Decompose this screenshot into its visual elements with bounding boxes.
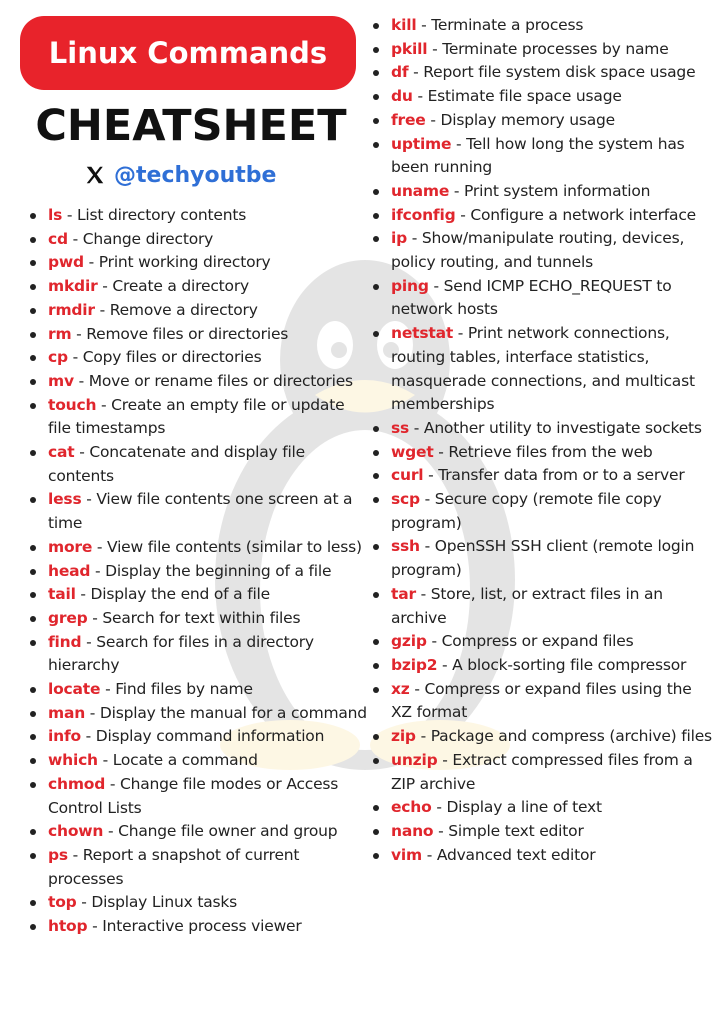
command-description: - OpenSSH SSH client (remote login program) (391, 537, 695, 580)
command-name: kill (391, 16, 417, 34)
command-name: mv (48, 371, 74, 390)
command-description: - Change file modes or Access Control Lists (48, 774, 339, 817)
command-item (373, 227, 715, 274)
command-description: - Store, list, or extract files in an archive (391, 584, 663, 627)
command-description: - Remove files or directories (71, 324, 289, 343)
command-item (373, 322, 715, 417)
command-description: - Remove a directory (94, 300, 258, 319)
command-name: touch (48, 395, 97, 414)
command-name: unzip (391, 750, 438, 769)
handle-text: @techyoutbe (114, 162, 277, 188)
page-title: Linux Commands (48, 36, 328, 70)
command-item (373, 441, 715, 465)
command-name: gzip (391, 632, 427, 651)
command-name: bzip2 (391, 655, 438, 674)
command-item (30, 299, 370, 323)
command-item (373, 820, 715, 844)
command-description: - Find files by name (100, 680, 253, 699)
command-name: cp (48, 348, 68, 367)
command-description: - View file contents one screen at a time (48, 490, 353, 533)
command-item (30, 702, 370, 726)
command-item (373, 38, 715, 62)
command-item (373, 583, 715, 630)
command-name: netstat (391, 324, 454, 343)
command-item (30, 394, 370, 441)
command-item (373, 796, 715, 820)
command-description: - Change directory (67, 229, 214, 248)
command-name: pkill (391, 39, 428, 58)
command-item (30, 560, 370, 584)
command-description: - Report file system disk space usage (408, 63, 696, 82)
command-item (30, 583, 370, 607)
command-description: - Extract compressed files from a ZIP archive (391, 750, 693, 793)
command-item (30, 725, 370, 749)
command-name: xz (391, 679, 410, 698)
command-item (30, 346, 370, 370)
command-description: - Configure a network interface (455, 205, 697, 224)
command-name: du (391, 87, 413, 106)
command-name: scp (391, 490, 420, 509)
command-description: - Change file owner and group (103, 822, 338, 841)
command-item (30, 323, 370, 347)
command-name: rm (48, 324, 72, 343)
command-item (30, 844, 370, 891)
command-name: vim (391, 845, 422, 864)
command-item (30, 607, 370, 631)
command-name: ssh (391, 537, 420, 556)
command-item (373, 535, 715, 582)
command-name: cat (48, 443, 75, 462)
command-item (30, 891, 370, 915)
command-name: locate (48, 680, 101, 699)
command-item (373, 464, 715, 488)
command-description: - List directory contents (62, 206, 247, 224)
command-name: rmdir (48, 300, 95, 319)
left-command-list (30, 204, 370, 939)
command-item (373, 204, 715, 228)
command-name: zip (391, 727, 416, 746)
command-description: - Display a line of text (431, 798, 602, 817)
command-name: df (391, 63, 409, 82)
command-name: mkdir (48, 277, 98, 296)
command-name: chmod (48, 774, 106, 793)
command-description: - Display Linux tasks (76, 893, 238, 912)
command-item (373, 61, 715, 85)
command-name: ping (391, 276, 429, 295)
command-description: - Create a directory (97, 277, 249, 296)
command-name: find (48, 632, 82, 651)
command-name: ip (391, 229, 408, 248)
command-description: - Display command information (80, 727, 325, 746)
command-name: ps (48, 845, 68, 864)
command-item (30, 441, 370, 488)
command-description: - Display the end of a file (75, 585, 270, 604)
command-name: head (48, 561, 91, 580)
command-description: - View file contents (similar to less) (92, 537, 362, 556)
command-name: man (48, 703, 86, 722)
title-banner (20, 16, 356, 90)
command-description: - Estimate file space usage (412, 87, 622, 106)
command-description: - Print working directory (83, 253, 271, 272)
command-item (373, 275, 715, 322)
command-name: more (48, 537, 93, 556)
command-description: - Interactive process viewer (87, 917, 302, 936)
command-item (30, 749, 370, 773)
command-name: which (48, 751, 98, 770)
command-item (373, 14, 715, 38)
command-item (30, 275, 370, 299)
command-item (373, 844, 715, 868)
command-description: - Retrieve files from the web (433, 442, 653, 461)
command-description: - Secure copy (remote file copy program) (391, 490, 662, 532)
command-name: grep (48, 608, 88, 627)
command-description: - A block-sorting file compressor (437, 655, 687, 674)
command-description: - Concatenate and display file contents (48, 443, 305, 485)
command-name: top (48, 893, 77, 912)
command-item (30, 678, 370, 702)
command-item (30, 915, 370, 939)
command-description: - Create an empty file or update file timestamps (48, 395, 345, 438)
command-item (373, 654, 715, 678)
command-item (373, 488, 715, 535)
command-name: ss (391, 418, 410, 437)
command-item (373, 417, 715, 441)
command-item (373, 109, 715, 133)
command-name: pwd (48, 253, 84, 272)
cheatsheet-heading: CHEATSHEET (35, 101, 347, 151)
command-name: ifconfig (391, 205, 456, 224)
command-description: - Display the manual for a command (85, 703, 367, 722)
command-name: curl (391, 466, 424, 485)
command-description: - Simple text editor (433, 821, 584, 840)
command-item (373, 630, 715, 654)
command-name: nano (391, 821, 434, 840)
command-description: - Display the beginning of a file (90, 561, 332, 580)
command-description: - Package and compress (archive) files (415, 727, 712, 746)
command-description: - Locate a command (97, 751, 258, 770)
command-description: - Another utility to investigate sockets (409, 418, 702, 437)
command-name: uname (391, 181, 450, 200)
command-name: htop (48, 917, 88, 936)
command-item (30, 488, 370, 535)
right-command-list (373, 14, 715, 867)
command-item (30, 228, 370, 252)
command-description: - Compress or expand files using the XZ format (391, 679, 692, 722)
command-name: free (391, 110, 426, 129)
command-description: - Advanced text editor (421, 845, 596, 864)
command-name: cd (48, 229, 68, 248)
command-description: - Transfer data from or to a server (423, 466, 685, 485)
command-description: - Search for files in a directory hierarchy (48, 632, 314, 675)
command-description: - Show/manipulate routing, devices, policy routing, and tunnels (391, 229, 685, 272)
command-name: echo (391, 798, 432, 817)
command-name: uptime (391, 134, 452, 153)
command-name: wget (391, 442, 434, 461)
command-description: - Move or rename files or directories (73, 371, 353, 390)
command-item (30, 820, 370, 844)
command-item (30, 536, 370, 560)
command-item (30, 631, 370, 678)
command-name: tail (48, 585, 76, 604)
command-name: chown (48, 822, 104, 841)
command-description: - Tell how long the system has been running (391, 134, 685, 177)
command-name: tar (391, 584, 416, 603)
command-name: less (48, 490, 82, 509)
command-description: - Terminate processes by name (427, 39, 669, 58)
command-item (30, 773, 370, 820)
command-description: - Compress or expand files (426, 632, 634, 651)
command-item (30, 251, 370, 275)
command-item (373, 133, 715, 180)
command-description: - Copy files or directories (67, 348, 262, 367)
command-name: ls (48, 206, 63, 224)
command-item (373, 678, 715, 725)
command-item (30, 204, 370, 228)
command-item (30, 370, 370, 394)
command-item (373, 85, 715, 109)
command-description: - Print network connections, routing tables, interface statistics, masquerade connections, and multicast memberships (391, 324, 695, 414)
x-logo-icon (84, 164, 106, 186)
command-name: info (48, 727, 81, 746)
command-description: - Display memory usage (425, 110, 615, 129)
command-item (373, 749, 715, 796)
command-description: - Search for text within files (87, 608, 301, 627)
command-description: - Report a snapshot of current processes (48, 845, 300, 888)
command-description: - Print system information (449, 181, 651, 200)
command-description: - Send ICMP ECHO_REQUEST to network hosts (391, 276, 672, 319)
command-item (373, 180, 715, 204)
command-description: - Terminate a process (416, 16, 584, 34)
social-handle (84, 158, 276, 192)
command-item (373, 725, 715, 749)
